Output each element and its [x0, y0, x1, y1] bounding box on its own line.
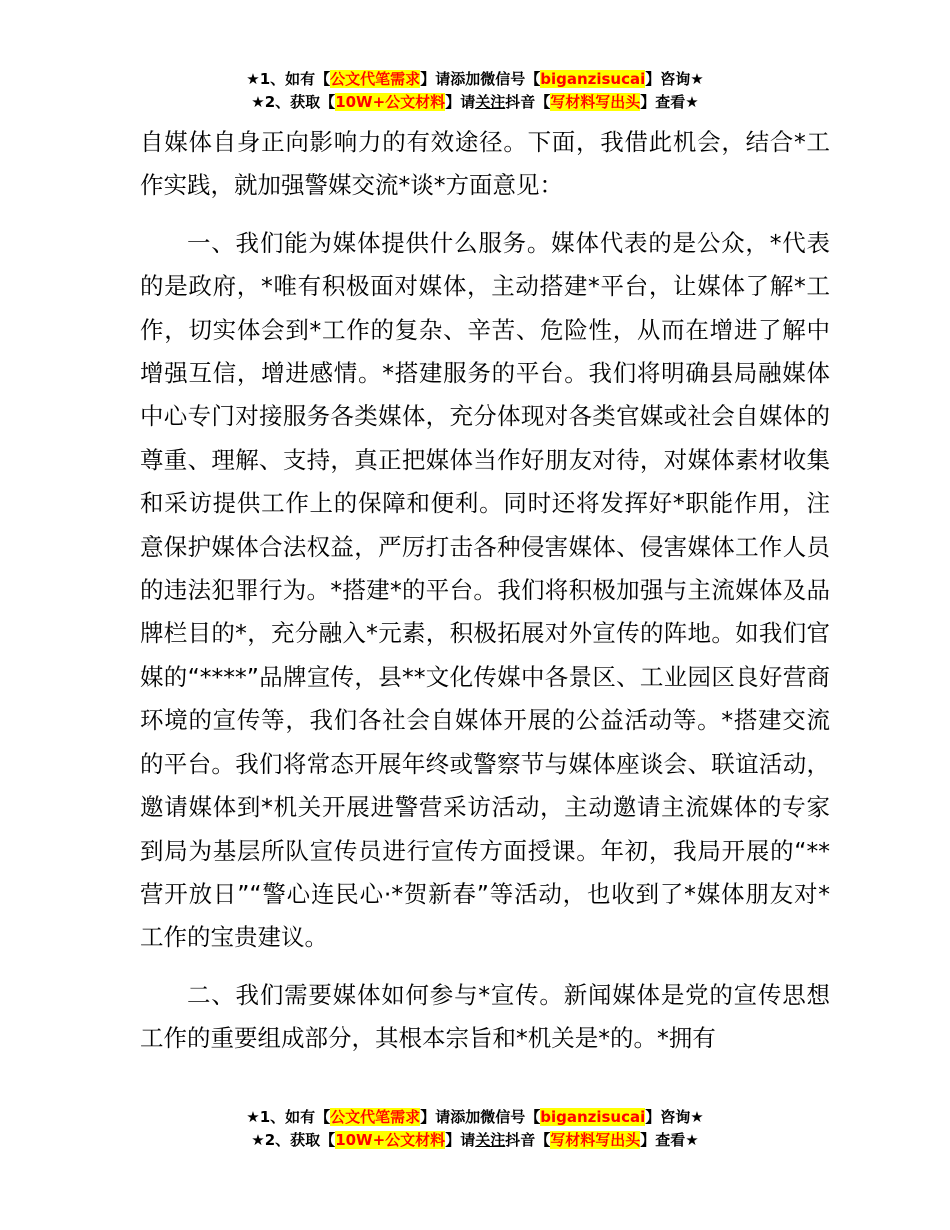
footer-banner [0, 1106, 950, 1152]
banner-text: 】查看★ [640, 93, 699, 111]
banner-text: 】咨询★ [645, 1108, 704, 1126]
paragraph-intro: 自媒体自身正向影响力的有效途径。下面，我借此机会，结合*工作实践，就加强警媒交流*谈*方面意见： [140, 128, 830, 200]
banner-text: 】请 [445, 1131, 476, 1149]
footer-banner-line-1 [0, 1106, 950, 1129]
highlight-douyin-account: 写材料写出头 [550, 1131, 641, 1149]
banner-text: 】查看★ [640, 1131, 699, 1149]
highlight-ghostwriting: 公文代笔需求 [330, 1108, 421, 1126]
footer-banner-line-2 [0, 1129, 950, 1152]
highlight-materials: 10W+公文材料 [335, 93, 446, 111]
highlight-ghostwriting: 公文代笔需求 [330, 70, 421, 88]
highlight-douyin-account: 写材料写出头 [550, 93, 641, 111]
paragraph-section-one: 一、我们能为媒体提供什么服务。媒体代表的是公众，*代表的是政府，*唯有积极面对媒体，主动搭建*平台，让媒体了解*工作，切实体会到*工作的复杂、辛苦、危险性，从而在增进了解中增强互信，增进感情。*搭建服务的平台。我们将明确县局融媒体中心专门对接服务各类媒体，充分体现对各类官媒或社会自媒体的尊重、理解、支持，真正把媒体当作好朋友对待，对媒体素材收集和采访提供工作上的保障和便利。同时还将发挥好*职能作用，注意保护媒体合法权益，严厉打击各种侵害媒体、侵害媒体工作人员的违法犯罪行为。*搭建*的平台。我们将积极加强与主流媒体及品牌栏目的*，充分融入*元素，积极拓展对外宣传的阵地。如我们官媒的“****”品牌宣传，县**文化传媒中各景区、工业园区良好营商环境的宣传等，我们各社会自媒体开展的公益活动等。*搭建交流的平台。我们将常态开展年终或警察节与媒体座谈会、联谊活动，邀请媒体到*机关开展进警营采访活动，主动邀请主流媒体的专家到局为基层所队宣传员进行宣传方面授课。年初，我局开展的“**营开放日”“警心连民心·*贺新春”等活动，也收到了*媒体朋友对*工作的宝贵建议。 [140, 228, 830, 952]
banner-text: 】请添加微信号【 [420, 70, 541, 88]
paragraph-section-two: 二、我们需要媒体如何参与*宣传。新闻媒体是党的宣传思想工作的重要组成部分，其根本宗旨和*机关是*的。*拥有 [140, 980, 830, 1053]
highlight-materials: 10W+公文材料 [335, 1131, 446, 1149]
banner-text: 】请添加微信号【 [420, 1108, 541, 1126]
banner-text: ★2、获取【 [251, 1131, 336, 1149]
banner-text: 抖音【 [505, 93, 551, 111]
header-banner-line-1 [0, 68, 950, 91]
document-body [140, 121, 830, 1061]
header-banner [0, 68, 950, 114]
banner-text: 抖音【 [505, 1131, 551, 1149]
banner-text: ★2、获取【 [251, 93, 336, 111]
header-banner-line-2 [0, 91, 950, 114]
banner-text: 】咨询★ [645, 70, 704, 88]
banner-follow-text: 关注 [475, 1131, 506, 1149]
banner-text: ★1、如有【 [246, 70, 331, 88]
banner-follow-text: 关注 [475, 93, 506, 111]
banner-text: ★1、如有【 [246, 1108, 331, 1126]
banner-text: 】请 [445, 93, 476, 111]
highlight-wechat-id: biganzisucai [540, 70, 646, 88]
highlight-wechat-id: biganzisucai [540, 1108, 646, 1126]
